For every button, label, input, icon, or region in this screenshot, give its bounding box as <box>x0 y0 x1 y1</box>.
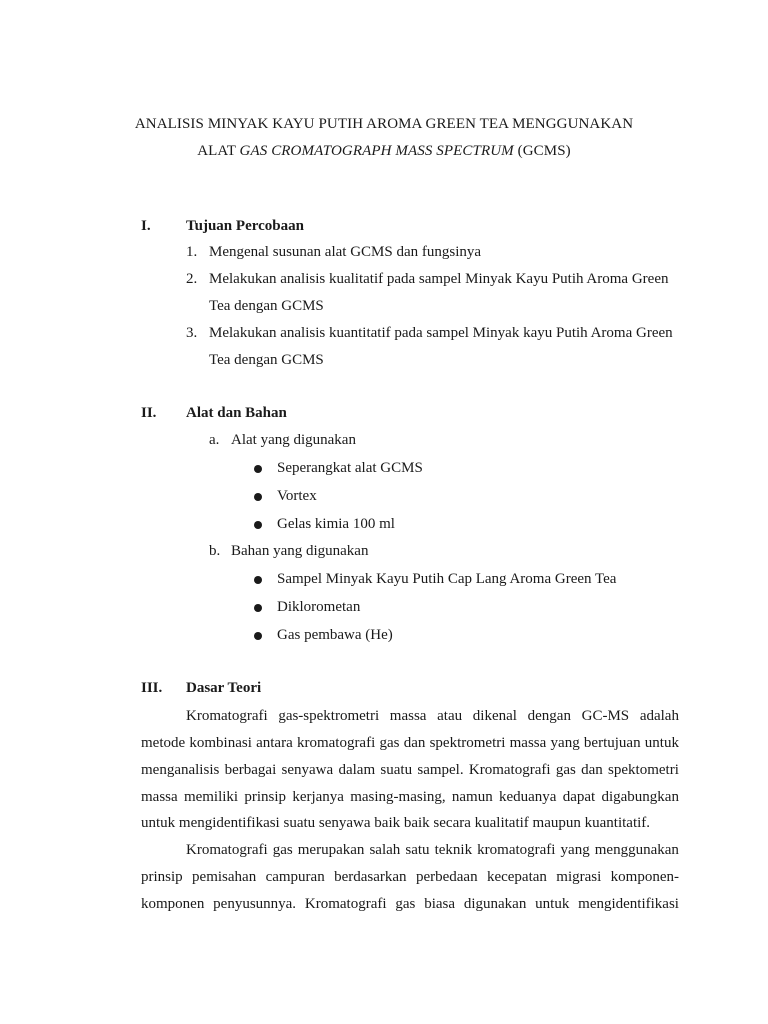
word: penyusunnya. <box>213 896 297 912</box>
title-italic: GAS CROMATOGRAPH MASS SPECTRUM <box>239 143 514 159</box>
word: massa <box>389 708 427 724</box>
word: dapat <box>562 789 596 805</box>
list-item-text: Tea dengan GCMS <box>209 352 324 368</box>
word: gas <box>272 842 293 858</box>
word: berbagai <box>224 762 277 778</box>
word: senyawa <box>281 762 334 778</box>
list-item-text: Tea dengan GCMS <box>209 298 324 314</box>
paragraph-line <box>141 869 679 886</box>
section-1-heading: Tujuan Percobaan <box>186 218 304 234</box>
list-item-text: Mengenal susunan alat GCMS dan fungsinya <box>209 244 482 260</box>
section-3-numeral: III. <box>141 680 163 696</box>
word: satu <box>405 842 430 858</box>
word: masing-masing, <box>350 789 446 805</box>
word: merupakan <box>297 842 365 858</box>
bullet-item: Sampel Minyak Kayu Putih Cap Lang Aroma Green Tea <box>277 571 617 587</box>
word: campuran <box>265 869 325 885</box>
word: untuk <box>644 735 679 751</box>
paragraph-line <box>141 896 679 913</box>
paragraph-line <box>186 842 679 859</box>
word: kombinasi <box>189 735 252 751</box>
bullet-icon <box>254 521 262 529</box>
section-2-numeral: II. <box>141 405 157 421</box>
bullet-item: Gelas kimia 100 ml <box>277 516 395 532</box>
paragraph-line <box>141 762 679 779</box>
word: Kromatografi <box>186 708 268 724</box>
sublist-letter: a. <box>209 432 220 448</box>
paragraph-line <box>141 735 679 752</box>
bullet-item: Seperangkat alat GCMS <box>277 460 423 476</box>
word: suatu <box>380 762 413 778</box>
document-title-line-2 <box>0 143 768 160</box>
word: yang <box>550 735 580 751</box>
word: kecepatan <box>486 869 547 885</box>
word: teknik <box>434 842 473 858</box>
word: metode <box>141 735 186 751</box>
word: spektometri <box>608 762 679 778</box>
word: komponen- <box>610 869 679 885</box>
word: gas <box>555 762 576 778</box>
section-3-heading: Dasar Teori <box>186 680 262 696</box>
sublist-label: Bahan yang digunakan <box>231 543 369 559</box>
bullet-item: Vortex <box>277 488 317 504</box>
word: gas <box>379 735 400 751</box>
bullet-icon <box>254 465 262 473</box>
word: untuk <box>535 896 570 912</box>
section-1-numeral: I. <box>141 218 151 234</box>
word: digunakan <box>463 896 527 912</box>
word: salah <box>369 842 401 858</box>
word: atau <box>437 708 463 724</box>
word: kerjanya <box>292 789 344 805</box>
title-text-1: ANALISIS MINYAK KAYU PUTIH AROMA GREEN TEA MENGGUNAKAN <box>134 116 634 132</box>
word: dan <box>403 735 426 751</box>
list-item-number: 2. <box>186 271 198 287</box>
word: massa <box>141 789 178 805</box>
word: adalah <box>639 708 679 724</box>
word: Kromatografi <box>468 762 551 778</box>
word: dikenal <box>472 708 517 724</box>
word: kromatografi <box>296 735 376 751</box>
word: prinsip <box>141 869 183 885</box>
word: digabungkan <box>601 789 679 805</box>
word: gas-spektrometri <box>278 708 380 724</box>
bullet-icon <box>254 576 262 584</box>
bullet-item: Diklorometan <box>277 599 361 615</box>
word: yang <box>560 842 590 858</box>
word: prinsip <box>244 789 287 805</box>
list-item-number: 1. <box>186 244 198 260</box>
sublist-label: Alat yang digunakan <box>231 432 356 448</box>
word: memiliki <box>183 789 239 805</box>
list-item-text: Melakukan analisis kualitatif pada sampel Minyak Kayu Putih Aroma Green <box>209 271 669 287</box>
word: keduanya <box>498 789 557 805</box>
word: komponen <box>141 896 205 912</box>
word: perbedaan <box>415 869 478 885</box>
section-2-heading: Alat dan Bahan <box>186 405 287 421</box>
word: Kromatografi <box>186 842 268 858</box>
word: sampel. <box>417 762 464 778</box>
word: namun <box>451 789 493 805</box>
word: bertujuan <box>583 735 641 751</box>
title-prefix: ALAT <box>197 143 240 159</box>
word: GC-MS <box>581 708 630 724</box>
sublist-letter: b. <box>209 543 221 559</box>
paragraph-line <box>141 789 679 806</box>
bullet-icon <box>254 493 262 501</box>
word: biasa <box>424 896 456 912</box>
bullet-icon <box>254 604 262 612</box>
word: mengidentifikasi <box>578 896 679 912</box>
paragraph-line: untuk mengidentifikasi suatu senyawa baik baik secara kualitatif maupun kuantitatif. <box>141 815 651 831</box>
word: dalam <box>338 762 376 778</box>
word: Kromatografi <box>304 896 387 912</box>
word: gas <box>395 896 416 912</box>
paragraph-line <box>186 708 679 725</box>
title-suffix: (GCMS) <box>513 143 571 159</box>
word: spektrometri <box>429 735 506 751</box>
word: antara <box>256 735 293 751</box>
list-item-text: Melakukan analisis kuantitatif pada sampel Minyak kayu Putih Aroma Green <box>209 325 673 341</box>
word: kromatografi <box>477 842 556 858</box>
word: massa <box>509 735 547 751</box>
word: berdasarkan <box>334 869 407 885</box>
word: migrasi <box>556 869 602 885</box>
word: dengan <box>527 708 571 724</box>
document-title-line-1 <box>0 116 768 133</box>
word: pemisahan <box>192 869 257 885</box>
bullet-icon <box>254 632 262 640</box>
list-item-number: 3. <box>186 325 198 341</box>
word: dan <box>581 762 603 778</box>
bullet-item: Gas pembawa (He) <box>277 627 393 643</box>
word: menganalisis <box>141 762 220 778</box>
word: menggunakan <box>594 842 679 858</box>
